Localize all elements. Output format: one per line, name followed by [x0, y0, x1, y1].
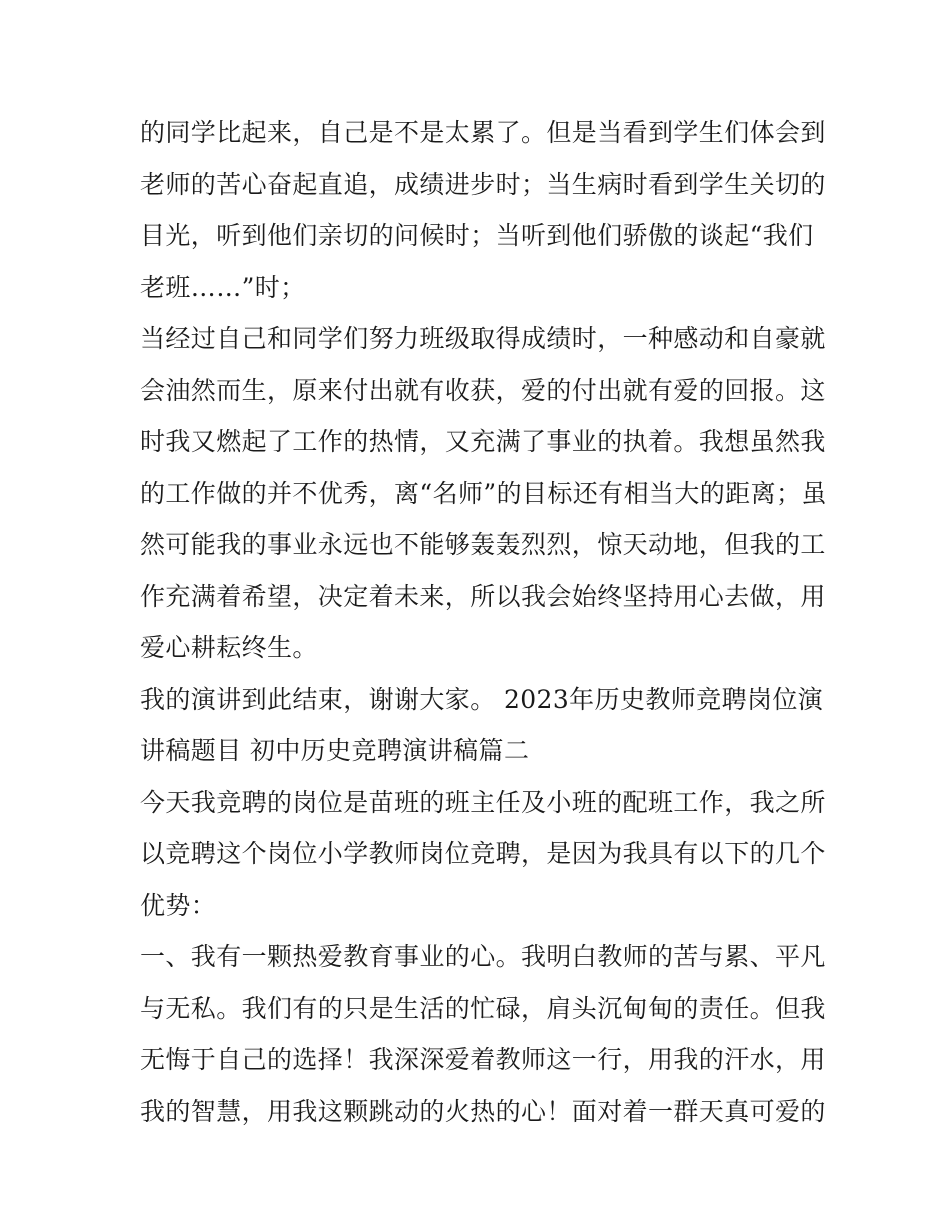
- text-line: 会油然而生，原来付出就有收获，爱的付出就有爱的回报。这: [140, 375, 826, 405]
- text-line: 作充满着希望，决定着未来，所以我会始终坚持用心去做，用: [140, 581, 826, 611]
- text-line: 优势：: [140, 890, 217, 920]
- text-line: 然可能我的事业永远也不能够轰轰烈烈，惊天动地，但我的工: [140, 530, 826, 559]
- text-line: 与无私。我们有的只是生活的忙碌，肩头沉甸甸的责任。但我: [140, 993, 826, 1023]
- text-line: 时我又燃起了工作的热情，又充满了事业的执着。我想虽然我: [140, 427, 826, 456]
- text-line: 我的智慧，用我这颗跳动的火热的心！面对着一群天真可爱的: [140, 1096, 826, 1126]
- text-line: 爱心耕耘终生。: [140, 633, 318, 662]
- text-line: 无悔于自己的选择！我深深爱着教师这一行，用我的汗水，用: [140, 1045, 826, 1074]
- text-line: 老师的苦心奋起直追，成绩进步时；当生病时看到学生关切的: [140, 169, 826, 199]
- text-line: 一、我有一颗热爱教育事业的心。我明白教师的苦与累、平凡: [140, 942, 826, 971]
- text-line: 讲稿题目 初中历史竞聘演讲稿篇二: [140, 736, 530, 765]
- text-line: 我的演讲到此结束，谢谢大家。 2023年历史教师竞聘岗位演: [140, 684, 824, 714]
- text-line: 的工作做的并不优秀，离“名师”的目标还有相当大的距离；虽: [140, 478, 827, 508]
- text-line: 老班……”时；: [140, 272, 306, 302]
- text-line: 当经过自己和同学们努力班级取得成绩时，一种感动和自豪就: [140, 324, 826, 353]
- text-line: 的同学比起来，自己是不是太累了。但是当看到学生们体会到: [140, 118, 826, 147]
- text-line: 目光，听到他们亲切的问候时；当听到他们骄傲的谈起“我们: [140, 221, 814, 250]
- document-body: [140, 107, 827, 1137]
- text-line: 以竞聘这个岗位小学教师岗位竞聘，是因为我具有以下的几个: [140, 839, 826, 868]
- text-line: 今天我竞聘的岗位是苗班的班主任及小班的配班工作，我之所: [140, 787, 826, 817]
